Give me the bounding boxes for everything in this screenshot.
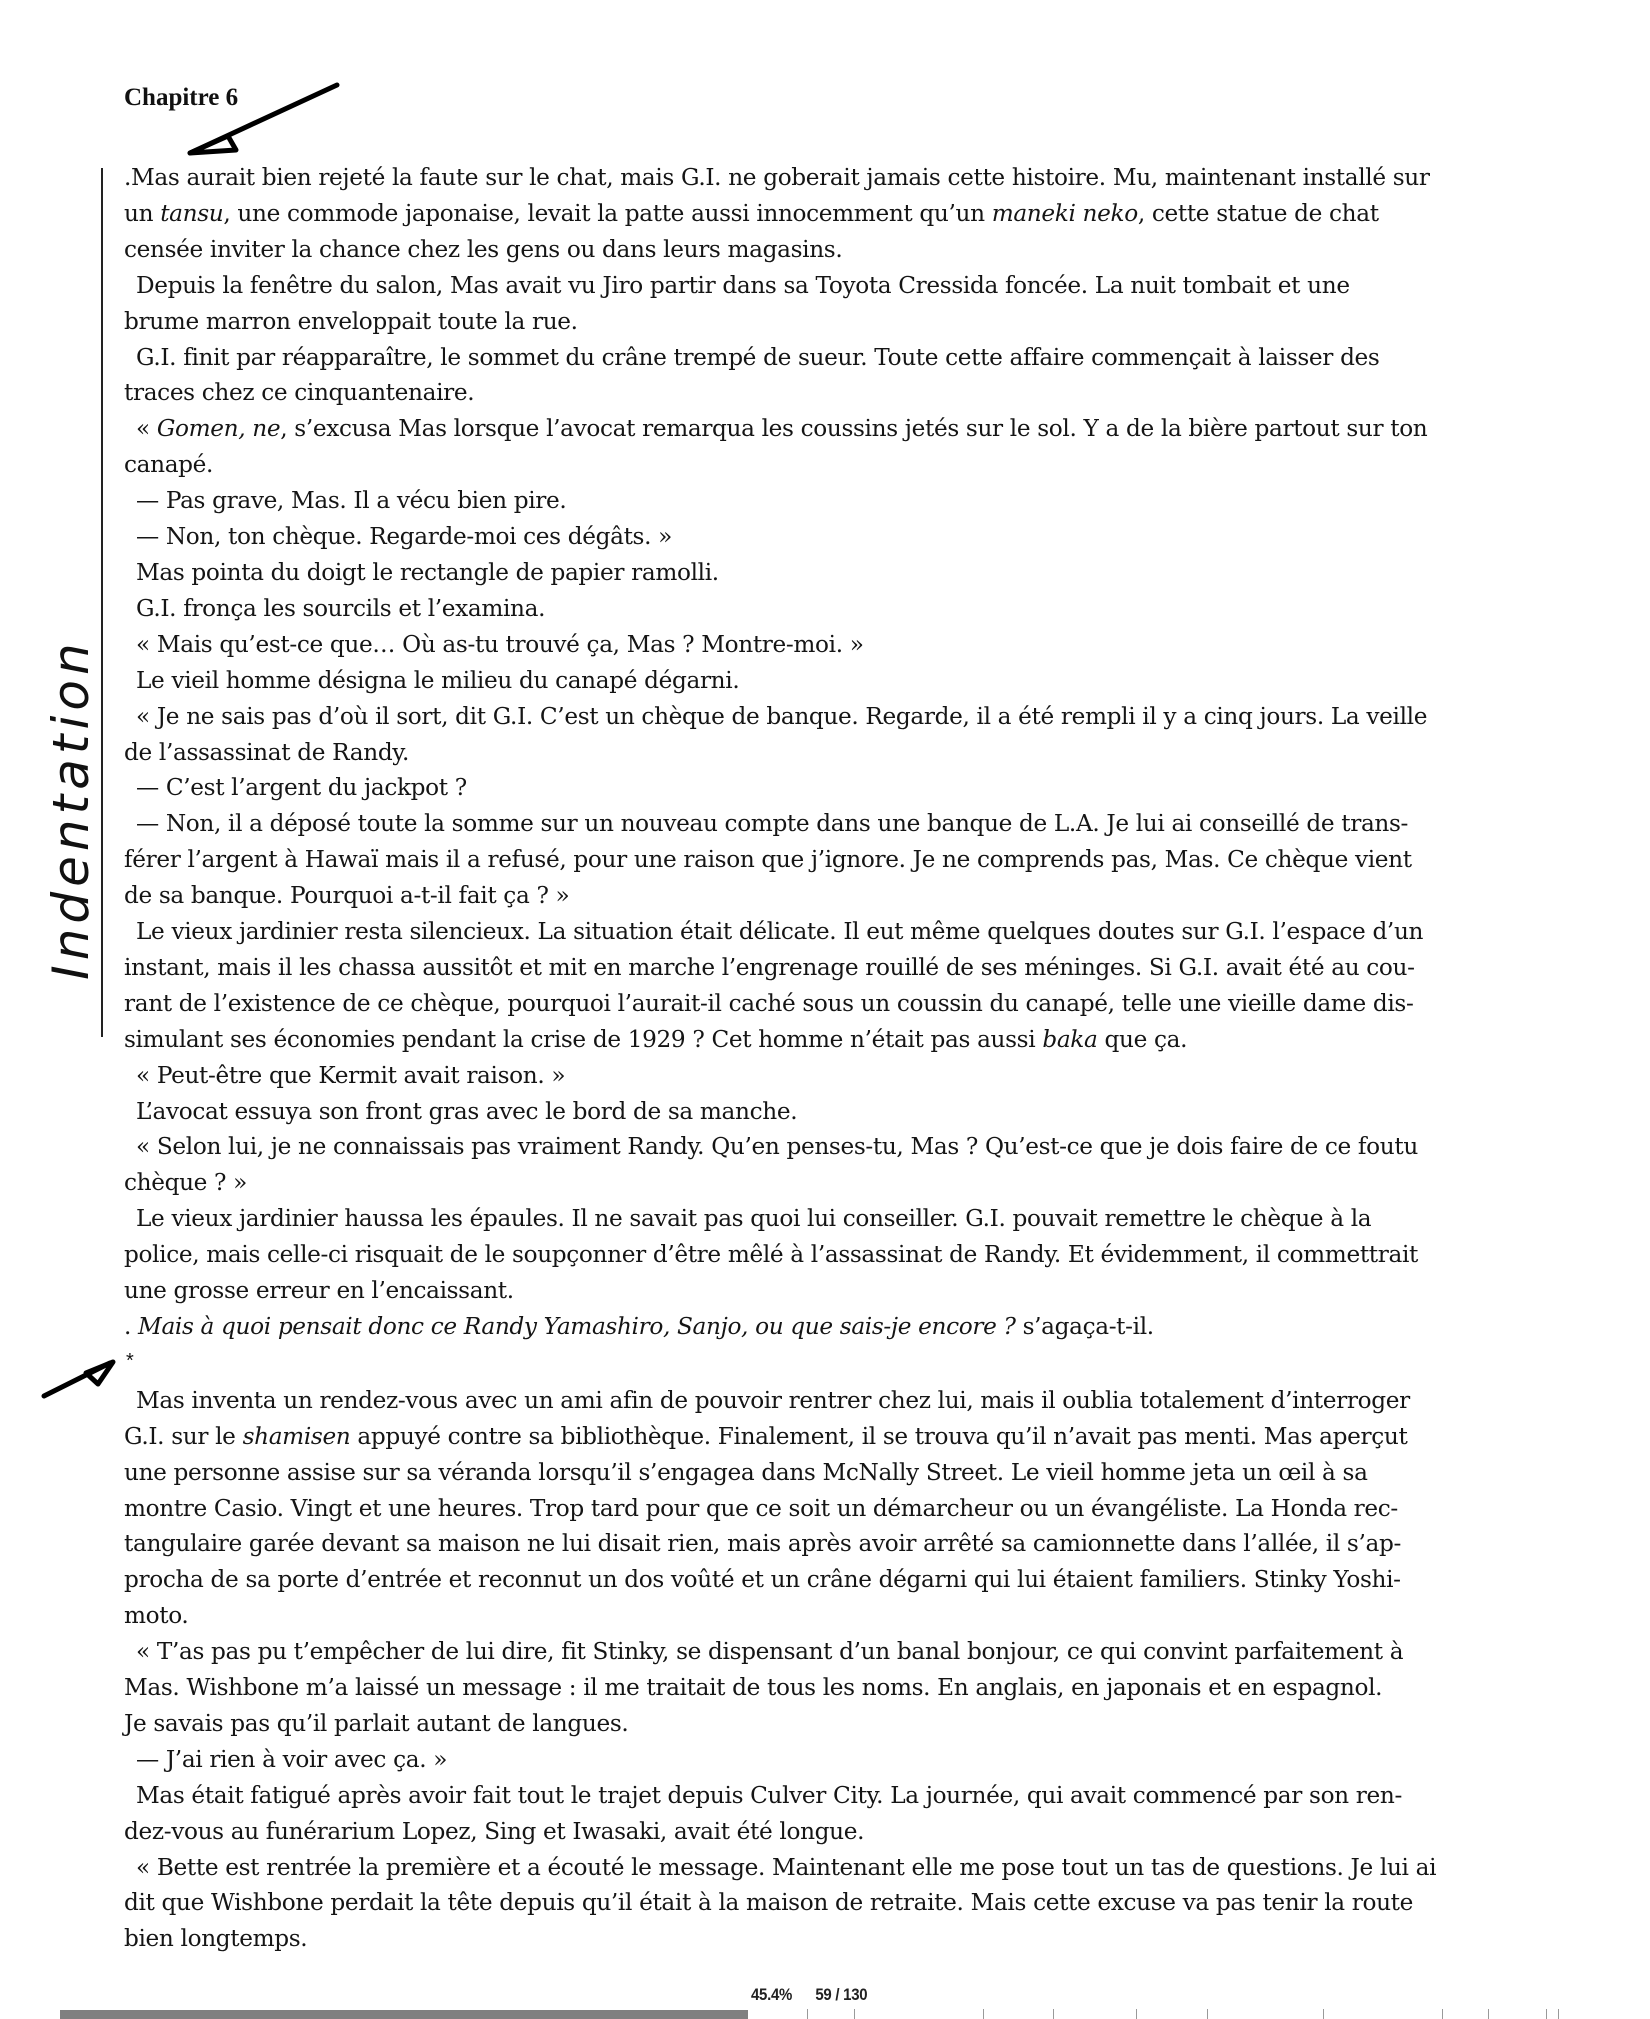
text-run: « T’as pas pu t’empêcher de lui dire, fit Stinky, se dispensant d’un banal bonjour, ce qui convint parfaitement à xyxy=(136,1638,1404,1666)
chapter-body xyxy=(124,160,1524,1957)
chapter-title: Chapitre 6 xyxy=(124,84,239,111)
text-run: tangulaire garée devant sa maison ne lui disait rien, mais après avoir arrêté sa camionnette dans l’allée, il s’ap- xyxy=(124,1530,1401,1558)
paragraph-line xyxy=(124,1885,1524,1921)
paragraph-line xyxy=(124,591,1524,627)
paragraph-line xyxy=(124,1706,1524,1742)
text-run: de sa banque. Pourquoi a-t-il fait ça ? » xyxy=(124,882,570,910)
text-run: Le vieux jardinier resta silencieux. La situation était délicate. Il eut même quelques doutes sur G.I. l’espace d’un xyxy=(136,918,1424,946)
paragraph-line xyxy=(124,1201,1524,1237)
paragraph-line xyxy=(124,878,1524,914)
chapter-tick-mark xyxy=(1442,2009,1443,2019)
paragraph-line xyxy=(124,411,1524,447)
paragraph-line xyxy=(124,1921,1524,1957)
progress-fill xyxy=(60,2010,748,2019)
paragraph-line xyxy=(124,806,1524,842)
text-run: Mas était fatigué après avoir fait tout le trajet depuis Culver City. La journée, qui avait commencé par son ren- xyxy=(136,1781,1402,1809)
text-run: G.I. finit par réapparaître, le sommet du crâne trempé de sueur. Toute cette affaire commençait à laisser des xyxy=(136,343,1380,371)
chapter-tick-mark xyxy=(1546,2009,1547,2019)
paragraph-line xyxy=(124,1562,1524,1598)
chapter-tick-mark xyxy=(1558,2009,1559,2019)
text-run: s’agaça-t-il. xyxy=(1015,1313,1154,1340)
italic-text: Mais à quoi pensait donc ce Randy Yamashiro, Sanjo, ou que sais-je encore ? xyxy=(138,1313,1016,1340)
text-run: simulant ses économies pendant la crise de 1929 ? Cet homme n’était pas aussi xyxy=(124,1025,1043,1053)
paragraph-line xyxy=(124,160,1524,196)
paragraph-line xyxy=(124,375,1524,411)
text-run: .Mas aurait bien rejeté la faute sur le chat, mais G.I. ne goberait jamais cette histoire. Mu, maintenant installé sur xyxy=(124,164,1430,191)
text-run: « Bette est rentrée la première et a écouté le message. Maintenant elle me pose tout un tas de questions. Je lui ai xyxy=(136,1853,1437,1881)
paragraph-line xyxy=(124,1850,1524,1886)
text-run: dit que Wishbone perdait la tête depuis qu’il était à la maison de retraite. Mais cette excuse va pas tenir la route xyxy=(124,1889,1414,1917)
text-run: L’avocat essuya son front gras avec le bord de sa manche. xyxy=(136,1097,798,1125)
paragraph-line xyxy=(124,1742,1524,1778)
italic-text: Gomen, ne xyxy=(156,415,281,443)
chapter-tick-mark xyxy=(1488,2009,1489,2019)
paragraph-line xyxy=(124,1455,1524,1491)
paragraph-line xyxy=(124,1058,1524,1094)
paragraph-line xyxy=(124,1309,1524,1345)
text-run: Depuis la fenêtre du salon, Mas avait vu Jiro partir dans sa Toyota Cressida foncée. La nuit tombait et une xyxy=(136,271,1350,299)
chapter-tick-mark xyxy=(854,2009,855,2019)
italic-text: baka xyxy=(1042,1025,1098,1053)
chapter-tick-mark xyxy=(807,2009,808,2019)
text-run: montre Casio. Vingt et une heures. Trop tard pour que ce soit un démarcheur ou un évangéliste. La Honda rec- xyxy=(124,1494,1398,1522)
paragraph-line xyxy=(124,1129,1524,1165)
italic-text: shamisen xyxy=(242,1422,351,1450)
text-run: — Non, ton chèque. Regarde-moi ces dégâts. » xyxy=(136,523,672,551)
paragraph-line xyxy=(124,699,1524,735)
text-run: — C’est l’argent du jackpot ? xyxy=(136,774,467,802)
paragraph-line xyxy=(124,914,1524,950)
margin-note-text: Indentation xyxy=(42,638,100,980)
text-run: , une commode japonaise, levait la patte aussi innocemment qu’un xyxy=(223,199,992,227)
text-run: censée inviter la chance chez les gens ou dans leurs magasins. xyxy=(124,235,843,263)
paragraph-line xyxy=(124,1165,1524,1201)
text-run: rant de l’existence de ce chèque, pourquoi l’aurait-il caché sous un coussin du canapé, telle une vieille dame dis- xyxy=(124,989,1414,1017)
paragraph-line xyxy=(124,1383,1524,1419)
section-separator: * xyxy=(126,1349,134,1372)
italic-text: tansu xyxy=(160,199,224,227)
text-run: Mas. Wishbone m’a laissé un message : il me traitait de tous les noms. En anglais, en japonais et en espagnol. xyxy=(124,1674,1383,1702)
paragraph-line xyxy=(124,1491,1524,1527)
paragraph-line xyxy=(124,483,1524,519)
text-run: « Je ne sais pas d’où il sort, dit G.I. C’est un chèque de banque. Regarde, il a été rempli il y a cinq jours. La veille xyxy=(136,702,1428,730)
paragraph-line xyxy=(124,340,1524,376)
paragraph-line xyxy=(124,1526,1524,1562)
text-run: Le vieil homme désigna le milieu du canapé dégarni. xyxy=(136,666,740,694)
paragraph-line xyxy=(124,196,1524,232)
text-run: , s’excusa Mas lorsque l’avocat remarqua les coussins jetés sur le sol. Y a de la bière partout sur ton xyxy=(280,415,1428,443)
text-run: Mas inventa un rendez-vous avec un ami afin de pouvoir rentrer chez lui, mais il oublia totalement d’interroger xyxy=(136,1386,1410,1414)
paragraph-line xyxy=(124,986,1524,1022)
chapter-tick-mark xyxy=(1323,2009,1324,2019)
text-run: bien longtemps. xyxy=(124,1925,308,1953)
text-run: de l’assassinat de Randy. xyxy=(124,738,409,766)
text-run: instant, mais il les chassa aussitôt et mit en marche l’engrenage rouillé de ses méninges. Si G.I. avait été au cou- xyxy=(124,953,1415,981)
text-run: Je savais pas qu’il parlait autant de langues. xyxy=(124,1709,629,1737)
text-run: . xyxy=(124,1313,139,1340)
paragraph-line xyxy=(124,555,1524,591)
paragraph-line xyxy=(124,1273,1524,1309)
caret-insert-mark-section-icon xyxy=(44,1362,113,1396)
text-run: « Peut-être que Kermit avait raison. » xyxy=(136,1061,566,1089)
reading-progress-bar[interactable] xyxy=(60,2009,1590,2019)
text-run: appuyé contre sa bibliothèque. Finalement, il se trouva qu’il n’avait pas menti. Mas aperçut xyxy=(350,1422,1408,1450)
text-run: G.I. fronça les sourcils et l’examina. xyxy=(136,594,546,622)
text-run: procha de sa porte d’entrée et reconnut un dos voûté et un crâne dégarni qui lui étaient familiers. Stinky Yoshi- xyxy=(124,1566,1401,1594)
text-run: Le vieux jardinier haussa les épaules. Il ne savait pas quoi lui conseiller. G.I. pouvait remettre le chèque à la xyxy=(136,1205,1372,1233)
page-indicator: 59 / 130 xyxy=(815,1985,868,2004)
text-run: canapé. xyxy=(124,451,214,479)
paragraph-line xyxy=(124,735,1524,771)
text-run: , cette statue de chat xyxy=(1137,199,1379,227)
text-run: moto. xyxy=(124,1602,189,1630)
chapter-tick-mark xyxy=(1136,2009,1137,2019)
paragraph-line xyxy=(124,770,1524,806)
text-run: férer l’argent à Hawaï mais il a refusé, pour une raison que j’ignore. Je ne comprends pas, Mas. Ce chèque vient xyxy=(124,846,1412,874)
paragraph-line xyxy=(124,1598,1524,1634)
text-run: dez-vous au funérarium Lopez, Sing et Iwasaki, avait été longue. xyxy=(124,1817,865,1845)
text-run: police, mais celle-ci risquait de le soupçonner d’être mêlé à l’assassinat de Randy. Et évidemment, il commettrait xyxy=(124,1241,1418,1269)
paragraph-line xyxy=(124,1814,1524,1850)
text-run: « Mais qu’est-ce que… Où as-tu trouvé ça, Mas ? Montre-moi. » xyxy=(136,630,864,658)
handwritten-margin-note xyxy=(24,595,114,985)
italic-text: maneki neko xyxy=(991,199,1138,227)
text-run: — J’ai rien à voir avec ça. » xyxy=(136,1745,448,1773)
paragraph-line xyxy=(124,663,1524,699)
paragraph-line xyxy=(124,232,1524,268)
paragraph-line xyxy=(124,842,1524,878)
text-run: chèque ? » xyxy=(124,1169,248,1197)
text-run: brume marron enveloppait toute la rue. xyxy=(124,307,578,335)
chapter-tick-mark xyxy=(1207,2009,1208,2019)
text-run: G.I. sur le xyxy=(124,1422,243,1450)
text-run: Mas pointa du doigt le rectangle de papier ramolli. xyxy=(136,558,719,586)
progress-percent: 45.4% xyxy=(751,1985,793,2004)
paragraph-line xyxy=(124,950,1524,986)
text-run: une grosse erreur en l’encaissant. xyxy=(124,1277,514,1305)
paragraph-line xyxy=(124,1022,1524,1058)
paragraph-line xyxy=(124,1419,1524,1455)
paragraph-line xyxy=(124,1094,1524,1130)
paragraph-line xyxy=(124,1634,1524,1670)
text-run: traces chez ce cinquantenaire. xyxy=(124,379,475,407)
reading-status xyxy=(751,1985,867,2005)
text-run: une personne assise sur sa véranda lorsqu’il s’engagea dans McNally Street. Le vieil homme jeta un œil à sa xyxy=(124,1458,1368,1486)
paragraph-line xyxy=(124,447,1524,483)
text-run: — Pas grave, Mas. Il a vécu bien pire. xyxy=(136,487,567,515)
text-run: que ça. xyxy=(1097,1025,1188,1053)
text-run: « xyxy=(136,415,157,443)
text-run: « Selon lui, je ne connaissais pas vraiment Randy. Qu’en penses-tu, Mas ? Qu’est-ce que je dois faire de ce foutu xyxy=(136,1133,1418,1161)
paragraph-line xyxy=(124,1778,1524,1814)
text-run: — Non, il a déposé toute la somme sur un nouveau compte dans une banque de L.A. Je lui ai conseillé de trans- xyxy=(136,810,1409,838)
chapter-tick-mark xyxy=(1053,2009,1054,2019)
text-run: un xyxy=(124,199,161,227)
paragraph-line xyxy=(124,1670,1524,1706)
chapter-tick-mark xyxy=(983,2009,984,2019)
paragraph-line xyxy=(124,268,1524,304)
paragraph-line xyxy=(124,1237,1524,1273)
paragraph-line xyxy=(124,304,1524,340)
paragraph-line xyxy=(124,627,1524,663)
paragraph-line xyxy=(124,519,1524,555)
